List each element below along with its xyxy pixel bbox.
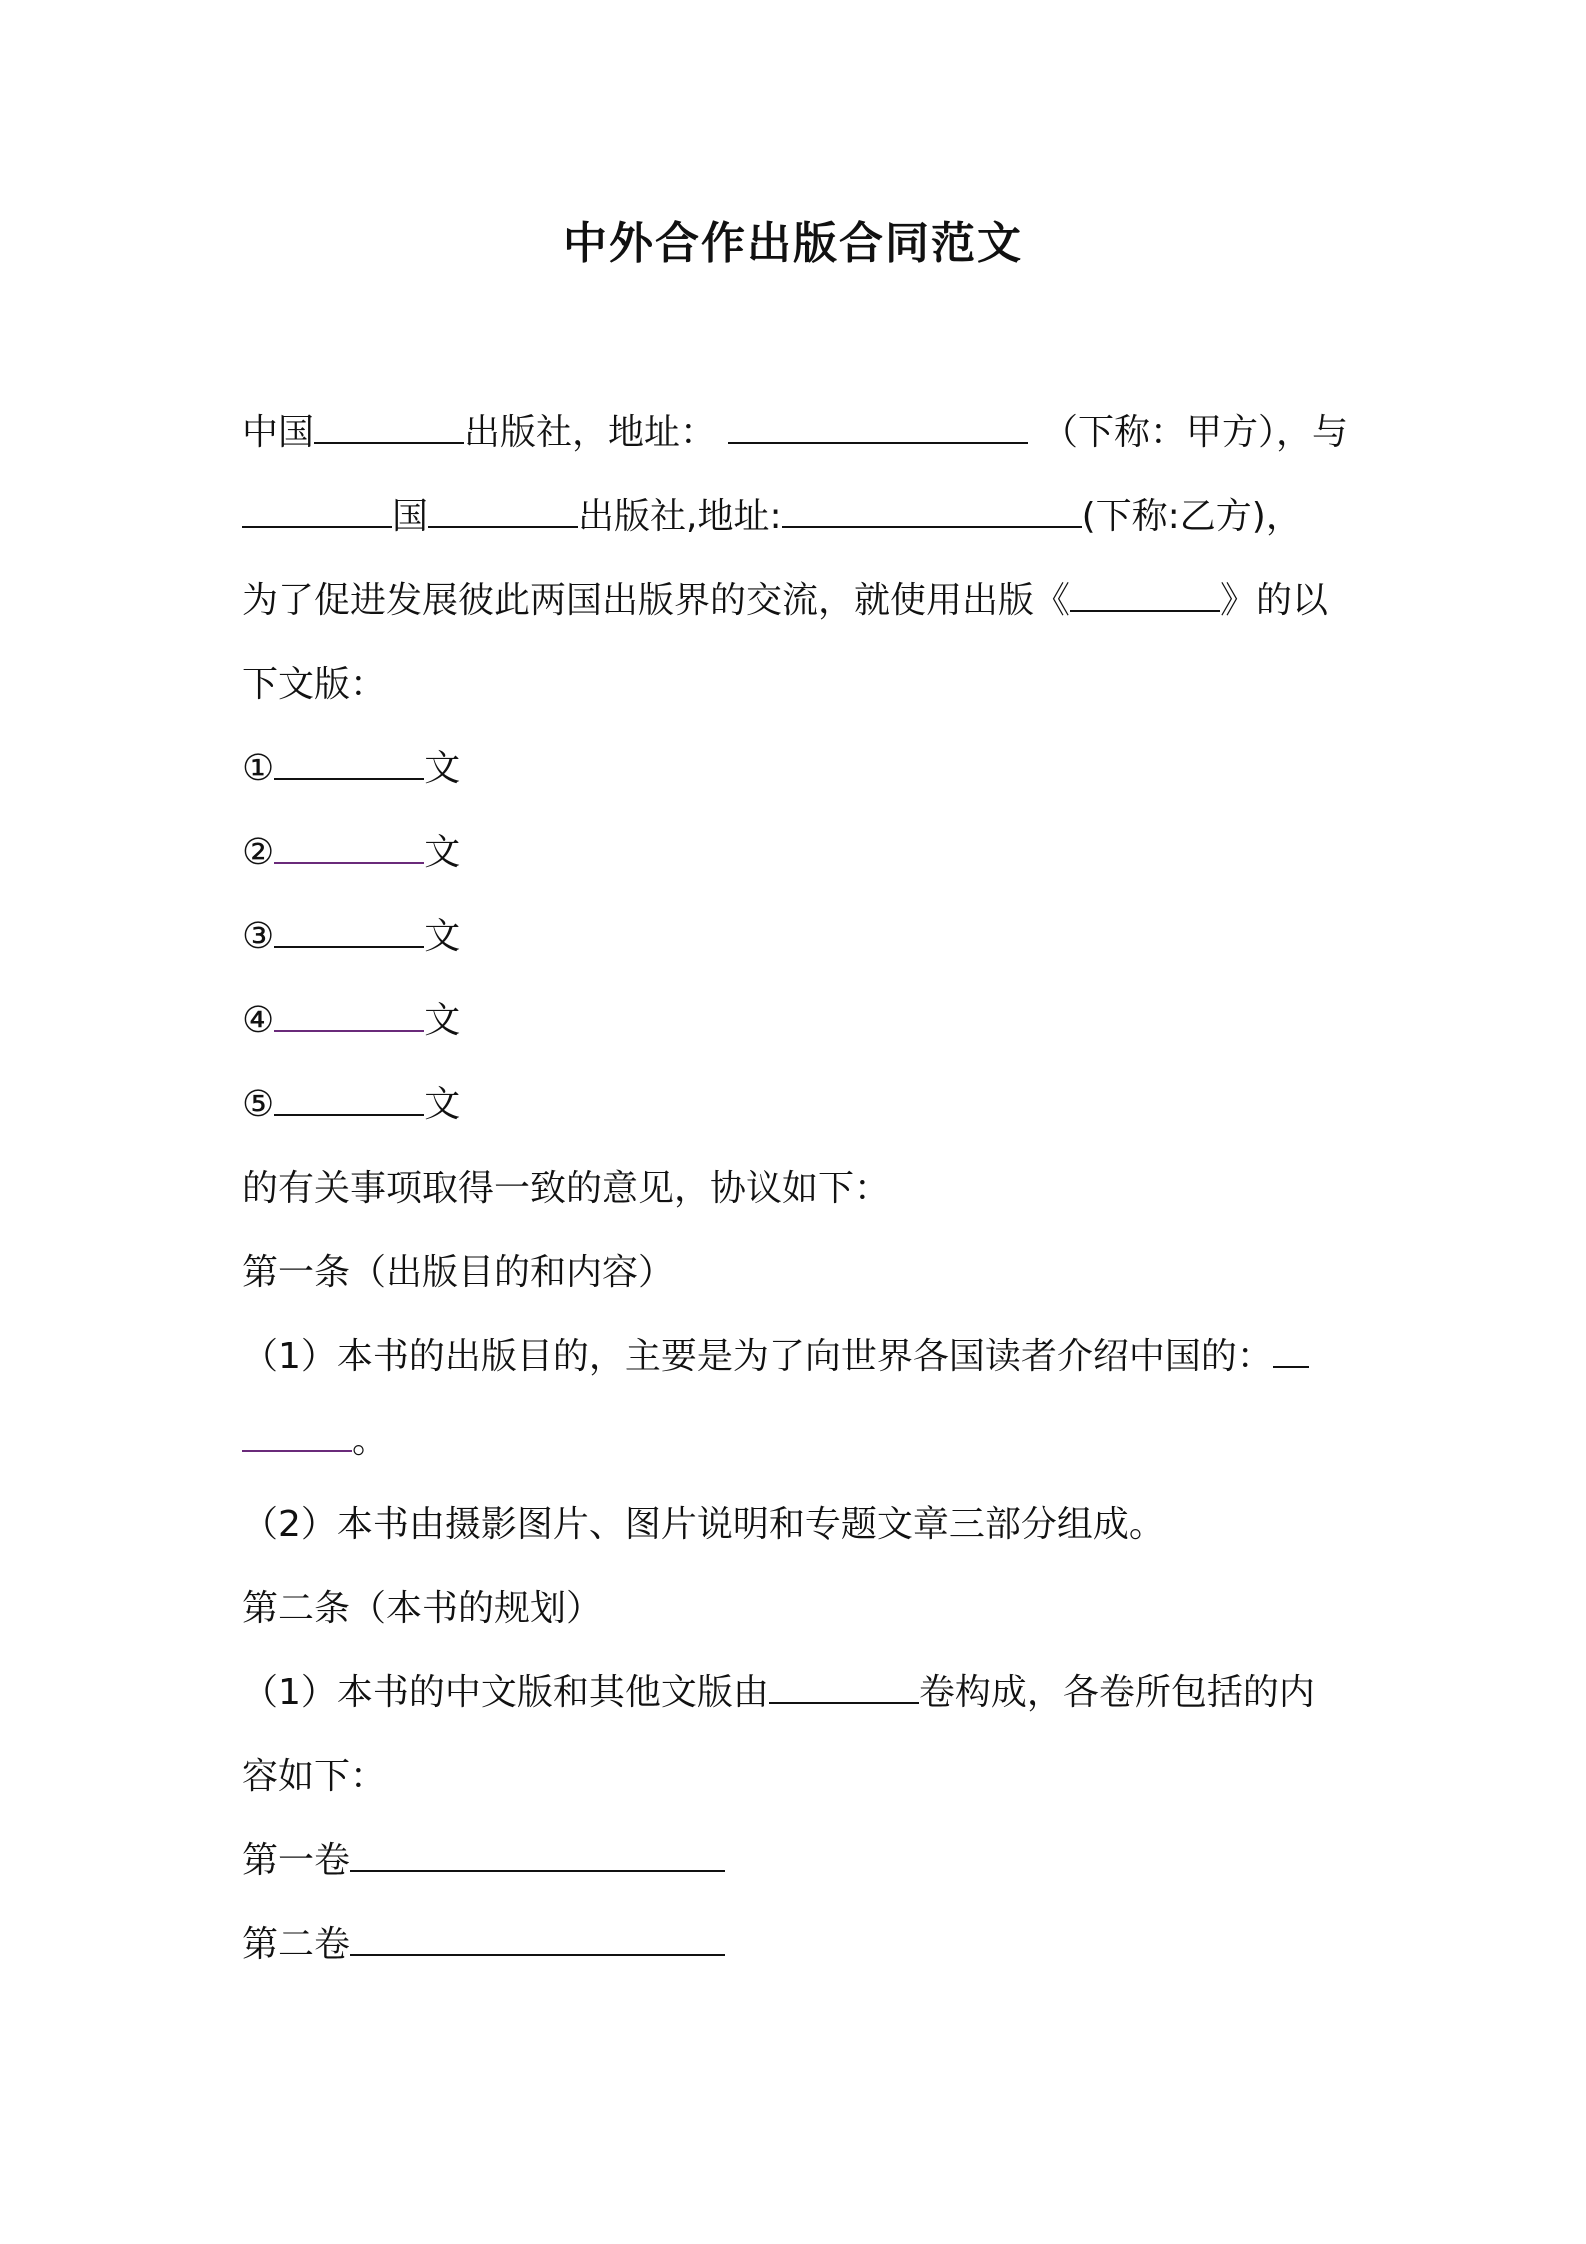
text: 文 — [424, 832, 461, 873]
text: 国 — [392, 496, 429, 537]
blank-field[interactable] — [350, 1836, 725, 1872]
text: 中国 — [242, 412, 315, 453]
version-item-4 — [242, 996, 1362, 1046]
version-item-5 — [242, 1080, 1362, 1130]
blank-field[interactable] — [428, 492, 578, 528]
text: （1）本书的中文版和其他文版由 — [242, 1672, 769, 1713]
article2-p1 — [242, 1668, 1362, 1718]
text: 文 — [424, 748, 461, 789]
article2-p1-cont: 容如下： — [242, 1756, 387, 1797]
text: （下称：甲方），与 — [1042, 412, 1349, 453]
blank-field[interactable] — [274, 744, 424, 780]
intro-line-3 — [242, 576, 1362, 626]
intro-line-4: 下文版： — [242, 664, 387, 705]
volume-2 — [242, 1920, 1362, 1970]
version-item-3 — [242, 912, 1362, 962]
blank-field[interactable] — [274, 1080, 424, 1116]
text: （1）本书的出版目的，主要是为了向世界各国读者介绍中国的： — [242, 1336, 1273, 1377]
blank-field[interactable] — [274, 912, 424, 948]
agreement-line: 的有关事项取得一致的意见，协议如下： — [242, 1168, 891, 1209]
text: 文 — [424, 916, 461, 957]
article1-heading: 第一条（出版目的和内容） — [242, 1252, 675, 1293]
blank-field[interactable] — [1273, 1332, 1309, 1368]
text: 为了促进发展彼此两国出版界的交流，就使用出版《 — [242, 580, 1071, 621]
list-number: ④ — [242, 1000, 275, 1041]
article1-p2: （2）本书由摄影图片、图片说明和专题文章三部分组成。 — [242, 1504, 1165, 1545]
blank-field[interactable] — [769, 1668, 919, 1704]
blank-field[interactable] — [728, 408, 1028, 444]
blank-field[interactable] — [242, 1416, 352, 1452]
article2-heading: 第二条（本书的规划） — [242, 1588, 603, 1629]
intro-line-1 — [242, 408, 1362, 458]
blank-field[interactable] — [242, 492, 392, 528]
list-number: ① — [242, 748, 275, 789]
blank-field[interactable] — [314, 408, 464, 444]
list-number: ③ — [242, 916, 275, 957]
list-number: ② — [242, 832, 275, 873]
blank-field[interactable] — [350, 1920, 725, 1956]
text: 文 — [424, 1000, 461, 1041]
document-title: 中外合作出版合同范文 — [563, 218, 1023, 269]
article1-p1 — [242, 1332, 1362, 1382]
blank-field[interactable] — [274, 996, 424, 1032]
list-number: ⑤ — [242, 1084, 275, 1125]
version-item-2 — [242, 828, 1362, 878]
version-item-1 — [242, 744, 1362, 794]
text: 卷构成，各卷所包括的内 — [918, 1672, 1315, 1713]
blank-field[interactable] — [274, 828, 424, 864]
text: 第二卷 — [242, 1924, 351, 1965]
intro-line-2 — [242, 492, 1362, 542]
text: (下称:乙方)， — [1081, 496, 1302, 537]
text: 文 — [424, 1084, 461, 1125]
volume-1 — [242, 1836, 1362, 1886]
text: 出版社，地址： — [464, 412, 717, 453]
text: 第一卷 — [242, 1840, 351, 1881]
blank-field[interactable] — [1070, 576, 1220, 612]
text: 》的以 — [1220, 580, 1329, 621]
text: 出版社,地址: — [578, 496, 782, 537]
article1-p1-cont — [242, 1416, 1362, 1466]
text: 。 — [352, 1420, 389, 1461]
blank-field[interactable] — [782, 492, 1082, 528]
